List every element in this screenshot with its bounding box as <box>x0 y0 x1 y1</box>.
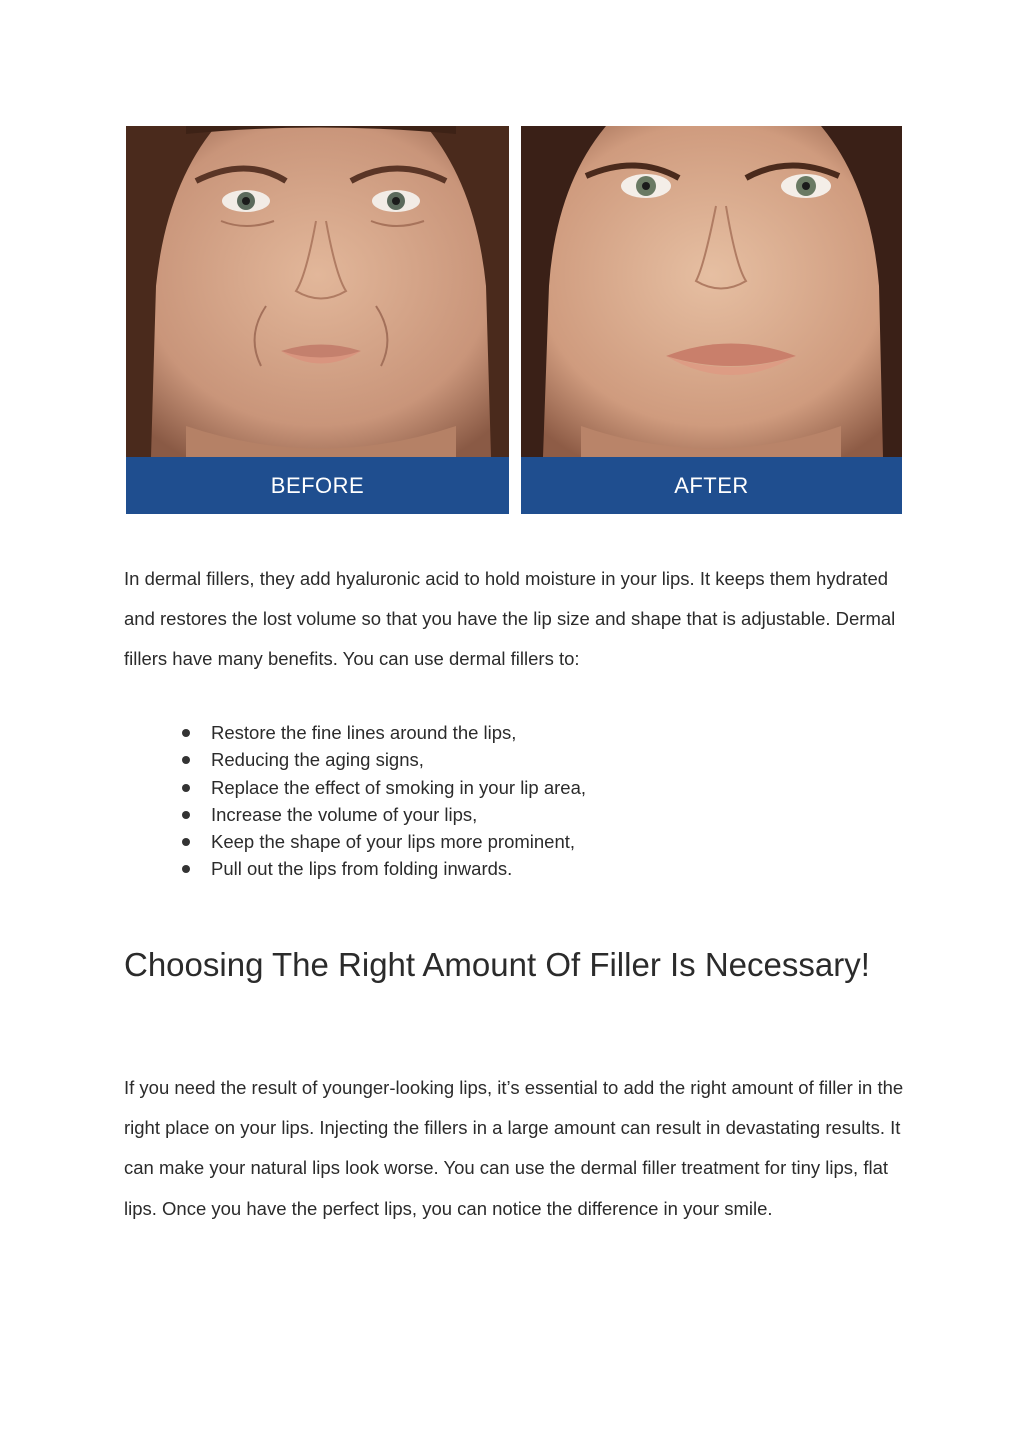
benefits-list <box>180 719 586 883</box>
list-item-text: Increase the volume of your lips, <box>211 803 478 825</box>
section-paragraph: If you need the result of younger-looking lips, it’s essential to add the right amount of filler in the right place on your lips. Injecting the fillers in a large amount can result in devastating results. It can make your natural lips look worse. You can use the dermal filler treatment for tiny lips, flat lips. Once you have the perfect lips, you can notice the difference in your smile. <box>124 1077 904 1219</box>
list-item <box>180 801 586 828</box>
list-item-text: Restore the fine lines around the lips, <box>211 722 517 743</box>
before-face-illustration <box>126 126 509 457</box>
list-item-text: Pull out the lips from folding inwards. <box>211 858 513 880</box>
list-item <box>180 855 586 882</box>
list-item <box>180 774 586 801</box>
bullet-icon <box>182 784 190 792</box>
list-item-text: Reducing the aging signs, <box>211 749 424 771</box>
list-item <box>180 828 586 855</box>
after-photo <box>521 126 902 514</box>
before-photo <box>126 126 509 514</box>
before-caption: BEFORE <box>126 457 509 514</box>
list-item-text: Keep the shape of your lips more prominent, <box>211 831 576 853</box>
list-item <box>180 719 586 746</box>
list-item <box>180 746 586 773</box>
bullet-icon <box>182 838 190 846</box>
section-heading: Choosing The Right Amount Of Filler Is Necessary! <box>124 946 870 983</box>
intro-paragraph: In dermal fillers, they add hyaluronic acid to hold moisture in your lips. It keeps them hydrated and restores the lost volume so that you have the lip size and shape that is adjustable. Dermal fillers have many benefits. You can use dermal fillers to: <box>124 568 896 670</box>
after-caption: AFTER <box>521 457 902 514</box>
bullet-icon <box>182 811 190 819</box>
bullet-icon <box>182 756 190 764</box>
after-face-illustration <box>521 126 902 457</box>
bullet-icon <box>182 729 190 737</box>
bullet-icon <box>182 865 190 873</box>
list-item-text: Replace the effect of smoking in your lip area, <box>211 776 587 798</box>
